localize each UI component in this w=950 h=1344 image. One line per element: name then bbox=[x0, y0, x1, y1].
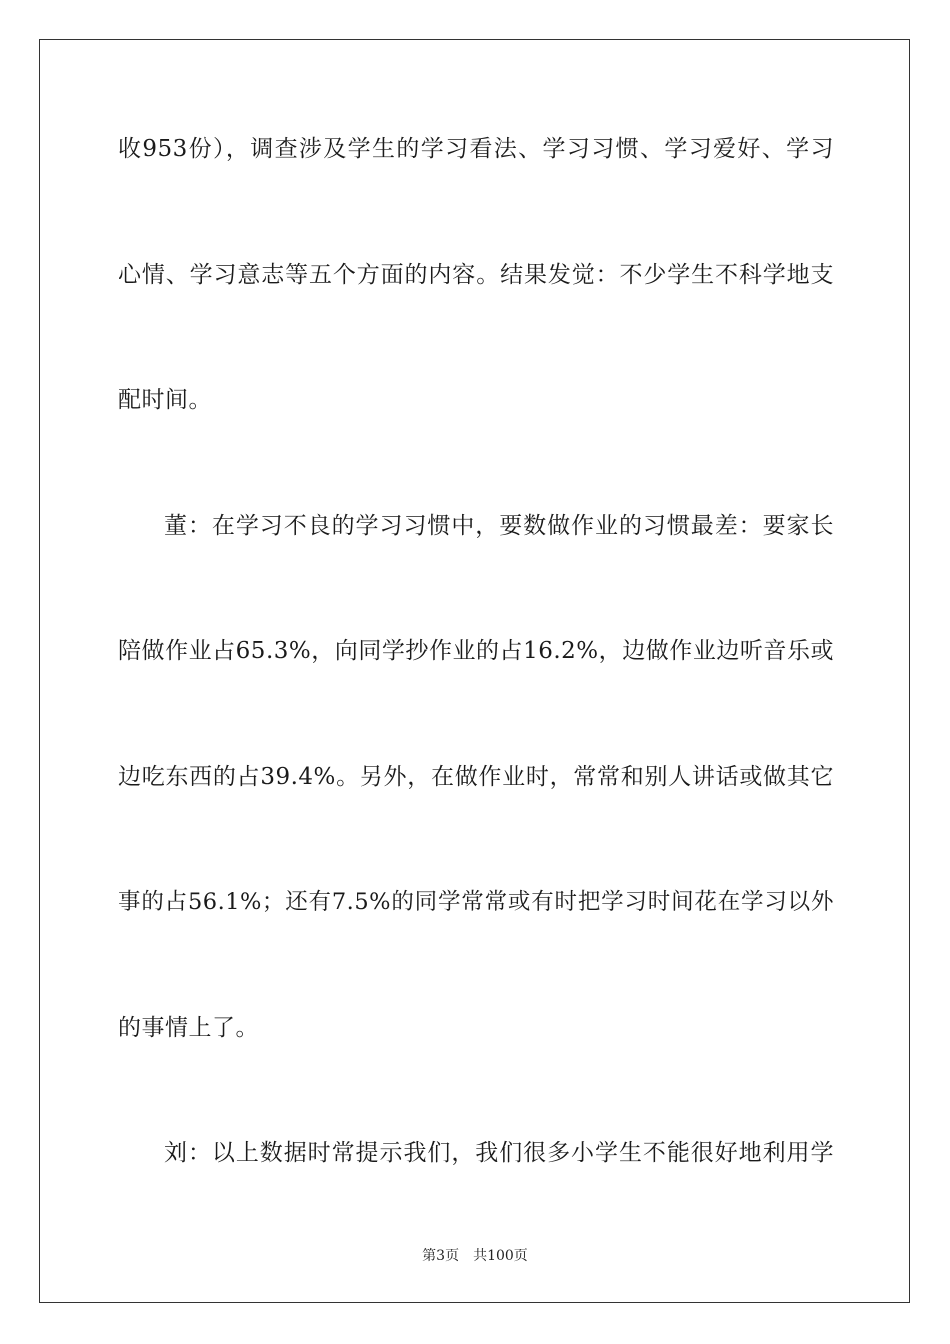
text-line: 陪做作业占65.3%，向同学抄作业的占16.2%，边做作业边听音乐或 bbox=[118, 638, 834, 664]
text-line: 配时间。 bbox=[118, 387, 212, 413]
paragraph-start-line: 刘：以上数据时常提示我们，我们很多小学生不能很好地利用学 bbox=[164, 1140, 834, 1166]
text-line: 心情、学习意志等五个方面的内容。结果发觉：不少学生不科学地支 bbox=[118, 262, 834, 288]
paragraph-start-line: 董：在学习不良的学习习惯中，要数做作业的习惯最差：要家长 bbox=[164, 513, 834, 539]
page-number-footer: 第3页 共100页 bbox=[422, 1248, 528, 1264]
text-line: 的事情上了。 bbox=[118, 1015, 259, 1041]
page-border bbox=[39, 39, 910, 1303]
text-line: 事的占56.1%；还有7.5%的同学常常或有时把学习时间花在学习以外 bbox=[118, 889, 834, 915]
text-line: 边吃东西的占39.4%。另外，在做作业时，常常和别人讲话或做其它 bbox=[118, 764, 834, 790]
text-line: 收953份），调查涉及学生的学习看法、学习习惯、学习爱好、学习 bbox=[118, 136, 834, 162]
